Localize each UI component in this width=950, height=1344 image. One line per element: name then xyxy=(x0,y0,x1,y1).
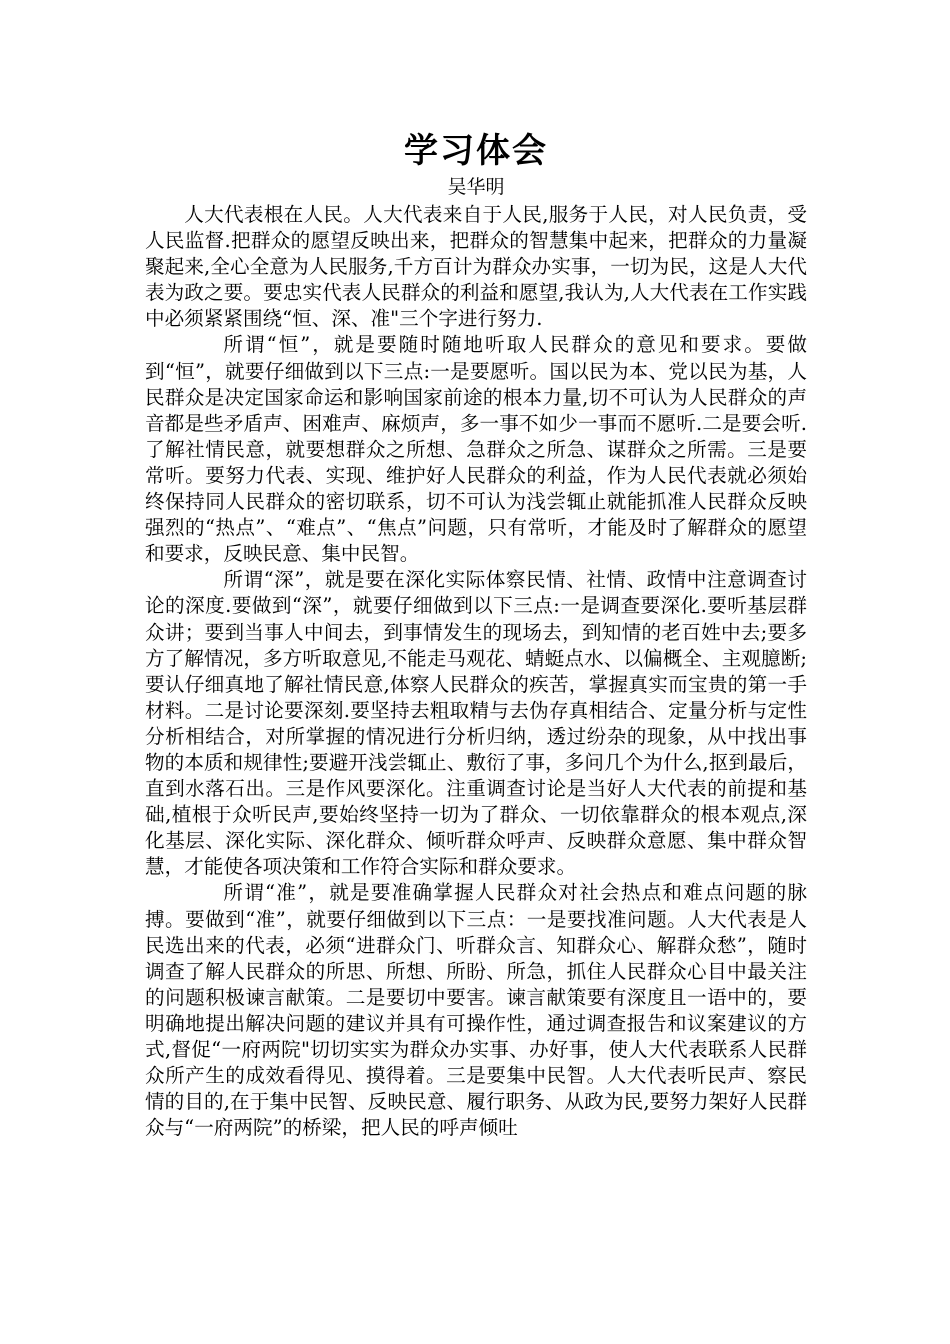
paragraph-shen: 所谓“深”，就是要在深化实际体察民情、社情、政情中注意调查讨论的深度.要做到“深”，就要仔细做到以下三点:一是调查要深化.要听基层群众讲；要到当事人中间去，到事情发生的现场去，到知情的老百姓中去;要多方了解情况，多方听取意见,不能走马观花、蜻蜓点水、以偏概全、主观臆断;要认仔细真地了解社情民意,体察人民群众的疾苦，掌握真实而宝贵的第一手材料。二是讨论要深刻.要坚持去粗取精与去伪存真相结合、定量分析与定性分析相结合，对所掌握的情况进行分析归纳，透过纷杂的现象，从中找出事物的本质和规律性;要避开浅尝辄止、敷衍了事，多问几个为什么,抠到最后，直到水落石出。三是作风要深化。注重调查讨论是当好人大代表的前提和基础,植根于众听民声,要始终坚持一切为了群众、一切依靠群众的根本观点,深化基层、深化实际、深化群众、倾听群众呼声、反映群众意愿、集中群众智慧，才能使各项决策和工作符合实际和群众要求。 xyxy=(145,568,807,879)
paragraph-zhun: 所谓“准”，就是要准确掌握人民群众对社会热点和难点问题的脉搏。要做到“准”，就要仔细做到以下三点：一是要找准问题。人大代表是人民选出来的代表，必须“进群众门、听群众言、知群众心、解群众愁”，随时调查了解人民群众的所思、所想、所盼、所急，抓住人民群众心目中最关注的问题积极谏言献策。二是要切中要害。谏言献策要有深度且一语中的，要明确地提出解决问题的建议并具有可操作性，通过调查报告和议案建议的方式,督促“一府两院"切切实实为群众办实事、办好事，使人大代表联系人民群众所产生的成效看得见、摸得着。三是要集中民智。人大代表听民声、察民情的目的,在于集中民智、反映民意、履行职务、从政为民,要努力架好人民群众与“一府两院”的桥梁，把人民的呼声倾吐 xyxy=(145,881,807,1140)
paragraph-intro: 人大代表根在人民。人大代表来自于人民,服务于人民，对人民负责，受人民监督.把群众的愿望反映出来，把群众的智慧集中起来，把群众的力量凝聚起来,全心全意为人民服务,千方百计为群众办实事，一切为民，这是人大代表为政之要。要忠实代表人民群众的利益和愿望,我认为,人大代表在工作实践中必须紧紧围绕“恒、深、准"三个字进行努力. xyxy=(145,203,807,331)
paragraph-heng: 所谓“恒”，就是要随时随地听取人民群众的意见和要求。要做到“恒”，就要仔细做到以下三点:一是要愿听。国以民为本、党以民为基，人民群众是决定国家命运和影响国家前途的根本力量,切不可认为人民群众的声音都是些矛盾声、困难声、麻烦声，多一事不如少一事而不愿听.二是要会听.了解社情民意，就要想群众之所想、急群众之所急、谋群众之所需。三是要常听。要努力代表、实现、维护好人民群众的利益，作为人民代表就必须始终保持同人民群众的密切联系，切不可认为浅尝辄止就能抓准人民群众反映强烈的“热点”、“难点”、“焦点”问题，只有常听，才能及时了解群众的愿望和要求，反映民意、集中民智。 xyxy=(145,333,807,566)
document-title: 学习体会 xyxy=(404,131,548,171)
document-author: 吴华明 xyxy=(447,176,505,198)
document-page xyxy=(145,128,807,1141)
